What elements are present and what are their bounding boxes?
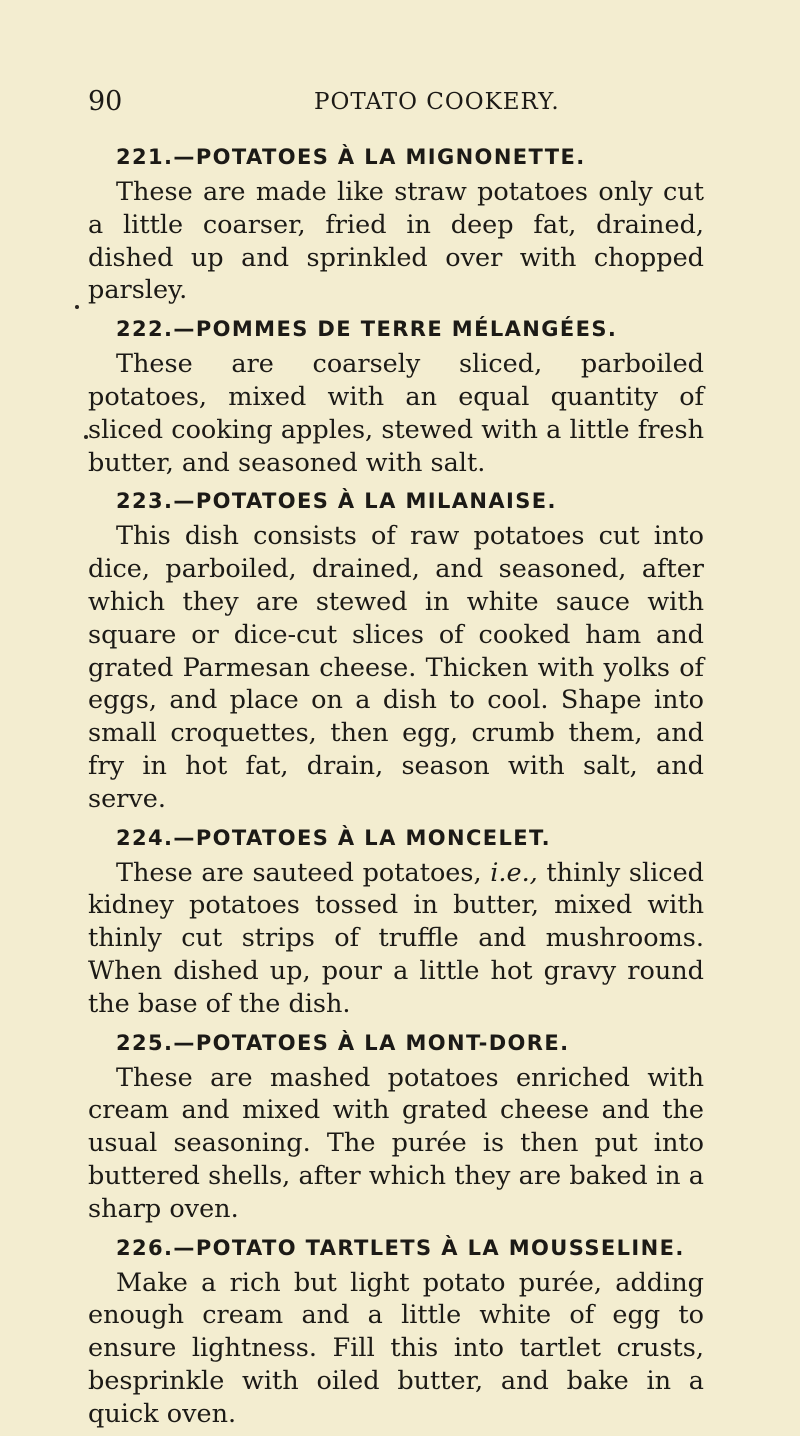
recipe-title: 224.—POTATOES À LA MONCELET.: [116, 825, 551, 850]
recipe-title: 225.—POTATOES À LA MONT-DORE.: [116, 1030, 570, 1055]
recipe-body-text: These are sauteed potatoes,: [116, 857, 491, 888]
recipe-body: These are made like straw potatoes only cut a little coarser, fried in deep fat, drained, dished up and sprinkled over with chopped parsley.: [88, 177, 704, 306]
recipe-list: [88, 140, 704, 1436]
page-header: [88, 84, 720, 120]
recipe-body: These are mashed potatoes enriched with cream and mixed with grated cheese and the usual seasoning. The purée is then put into buttered shells, after which they are baked in a sharp oven.: [88, 1062, 704, 1224]
recipe-224: [88, 821, 704, 1021]
recipe-223: [88, 484, 704, 815]
print-speck: [75, 305, 79, 309]
recipe-body-text: thinly sliced kidney potatoes tossed in butter, mixed with thinly cut strips of truffle and mushrooms. When dished up, pour a little hot gravy round the base of the dish.: [88, 857, 704, 1019]
recipe-body-italic: i.e.,: [490, 857, 538, 888]
recipe-title: 226.—POTATO TARTLETS À LA MOUSSELINE.: [116, 1235, 685, 1260]
recipe-225: [88, 1026, 704, 1226]
recipe-body: These are coarsely sliced, parboiled potatoes, mixed with an equal quantity of sliced cooking apples, stewed with a little fresh butter, and seasoned with salt.: [88, 349, 704, 478]
recipe-221: [88, 140, 704, 307]
recipe-222: [88, 312, 704, 479]
recipe-body: [88, 857, 704, 1021]
recipe-body: This dish consists of raw potatoes cut into dice, parboiled, drained, and seasoned, after which they are stewed in white sauce with square or dice-cut slices of cooked ham and grated Parmesan cheese. Thicken with yolks of eggs, and place on a dish to cool. Shape into small croquettes, then egg, crumb them, and fry in hot fat, drain, season with salt, and serve.: [88, 521, 704, 814]
recipe-title: 223.—POTATOES À LA MILANAISE.: [116, 489, 557, 514]
recipe-title: 222.—POMMES DE TERRE MÉLANGÉES.: [116, 317, 618, 342]
page-number: 90: [88, 86, 123, 117]
recipe-title: 221.—POTATOES À LA MIGNONETTE.: [116, 145, 586, 169]
recipe-body: Make a rich but light potato purée, adding enough cream and a little white of egg to ensure lightness. Fill this into tartlet crusts, besprinkle with oiled butter, and bake in a quick oven.: [88, 1267, 704, 1429]
recipe-226: [88, 1231, 704, 1431]
running-head: POTATO COOKERY.: [314, 89, 560, 115]
